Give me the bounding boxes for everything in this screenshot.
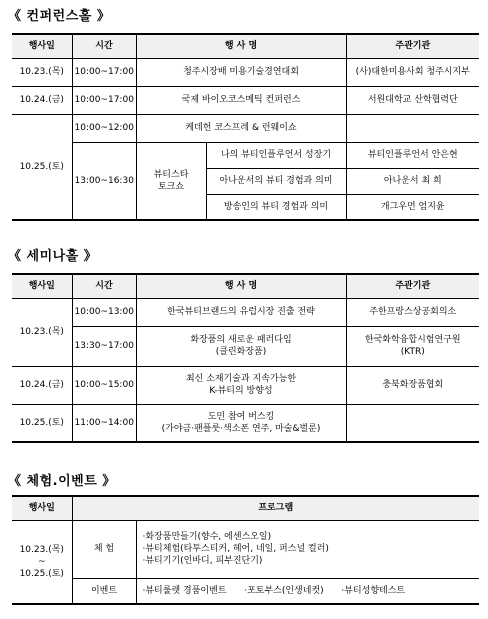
- header-event: 행 사 명: [136, 274, 346, 298]
- experience-table: [12, 495, 479, 605]
- table-row: [12, 58, 479, 86]
- talk-show-label: [136, 142, 206, 220]
- program-item: ·뷰티룰렛 경품이벤트: [142, 585, 227, 596]
- header-time: 시간: [72, 274, 136, 298]
- program-items: [136, 520, 479, 578]
- program-item: ·뷰티체험(타투스티커, 헤어, 네일, 퍼스널 컬러): [142, 544, 329, 554]
- program-items: [136, 578, 479, 604]
- event-org-line1: 한국화학융합시험연구원: [364, 335, 461, 345]
- header-date: 행사일: [12, 496, 72, 520]
- event-org: (사)대한미용사회 청주시지부: [346, 58, 479, 86]
- header-date: 행사일: [12, 34, 72, 58]
- event-org: [346, 114, 479, 142]
- event-name: [136, 366, 346, 404]
- event-name: 나의 뷰티인플루언서 성장기: [206, 142, 346, 168]
- conference-table: [12, 33, 479, 221]
- header-time: 시간: [72, 34, 136, 58]
- event-org: 뷰티인플루언서 안은현: [346, 142, 479, 168]
- event-date: 10.23.(목): [12, 58, 72, 86]
- event-name: [136, 326, 346, 366]
- event-name: 청주시장배 미용기술경연대회: [136, 58, 346, 86]
- program-item: ·화장품만들기(향수, 에센스오일): [142, 532, 272, 542]
- event-org: [346, 326, 479, 366]
- event-name: 방송인의 뷰티 경험과 의미: [206, 194, 346, 220]
- program-item: ·뷰티기기(인바디, 피부진단기): [142, 556, 263, 566]
- event-name-line2: (가야금·팬플룻·색소폰 연주, 마술&벌룬): [161, 423, 321, 434]
- event-name-line1: 최신 소재기술과 지속가능한: [185, 374, 297, 384]
- event-org: 서원대학교 산학협력단: [346, 86, 479, 114]
- event-org-line2: (KTR): [400, 347, 425, 357]
- conference-heading: 《 컨퍼런스홀 》: [8, 9, 111, 24]
- table-row: [12, 326, 479, 366]
- event-name: 국제 바이오코스메틱 컨퍼런스: [136, 86, 346, 114]
- experience-date-start: 10.23.(목): [19, 544, 64, 555]
- event-date: 10.23.(목): [12, 298, 72, 366]
- experience-date-end: 10.25.(토): [19, 568, 64, 579]
- event-name-line1: 도민 참여 버스킹: [207, 411, 275, 422]
- program-item: ·뷰티성향테스트: [341, 585, 406, 596]
- program-category: 체 험: [72, 520, 136, 578]
- table-row: [12, 142, 479, 168]
- event-name-line2: (클린화장품): [215, 347, 267, 357]
- event-date: 10.25.(토): [12, 404, 72, 442]
- header-org: 주관기관: [346, 34, 479, 58]
- event-time: 10:00~12:00: [72, 114, 136, 142]
- experience-date-sep: ~: [37, 556, 46, 567]
- event-time: 10:00~13:00: [72, 298, 136, 326]
- event-org: 아나운서 최 희: [346, 168, 479, 194]
- conference-header-row: [12, 34, 479, 58]
- header-org: 주관기관: [346, 274, 479, 298]
- talk-show-label-line1: 뷰티스타: [153, 169, 189, 180]
- event-name-line1: 화장품의 새로운 패러다임: [190, 335, 292, 345]
- table-row: [12, 578, 479, 604]
- header-date: 행사일: [12, 274, 72, 298]
- program-category: 이벤트: [72, 578, 136, 604]
- event-date: 10.24.(금): [12, 366, 72, 404]
- header-program: 프로그램: [72, 496, 479, 520]
- header-event: 행 사 명: [136, 34, 346, 58]
- table-row: [12, 114, 479, 142]
- seminar-heading: 《 세미나홀 》: [8, 249, 98, 264]
- table-row: [12, 520, 479, 578]
- event-org: [346, 404, 479, 442]
- experience-heading: 《 체험.이벤트 》: [8, 474, 116, 489]
- table-row: [12, 298, 479, 326]
- table-row: [12, 86, 479, 114]
- event-name: 아나운서의 뷰티 경험과 의미: [206, 168, 346, 194]
- event-date: 10.25.(토): [12, 114, 72, 220]
- event-date: 10.24.(금): [12, 86, 72, 114]
- event-name: 한국뷰티브랜드의 유럽시장 진출 전략: [136, 298, 346, 326]
- event-time: 11:00~14:00: [72, 404, 136, 442]
- event-org: 개그우먼 엄지윤: [346, 194, 479, 220]
- seminar-table: [12, 273, 479, 443]
- event-name: 케데헌 코스프레 & 런웨이쇼: [136, 114, 346, 142]
- event-name: [136, 404, 346, 442]
- event-org: 주한프랑스상공회의소: [346, 298, 479, 326]
- experience-date: [12, 520, 72, 604]
- event-time: 10:00~15:00: [72, 366, 136, 404]
- experience-header-row: [12, 496, 479, 520]
- event-time: 10:00~17:00: [72, 86, 136, 114]
- event-org: 충북화장품협회: [346, 366, 479, 404]
- seminar-header-row: [12, 274, 479, 298]
- table-row: [12, 404, 479, 442]
- event-time: 10:00~17:00: [72, 58, 136, 86]
- talk-show-label-line2: 토크쇼: [157, 181, 185, 192]
- event-name-line2: K-뷰티의 방향성: [209, 386, 273, 396]
- program-item: ·포토부스(인생네컷): [244, 585, 324, 596]
- table-row: [12, 366, 479, 404]
- event-time: 13:30~17:00: [72, 326, 136, 366]
- event-time: 13:00~16:30: [72, 142, 136, 220]
